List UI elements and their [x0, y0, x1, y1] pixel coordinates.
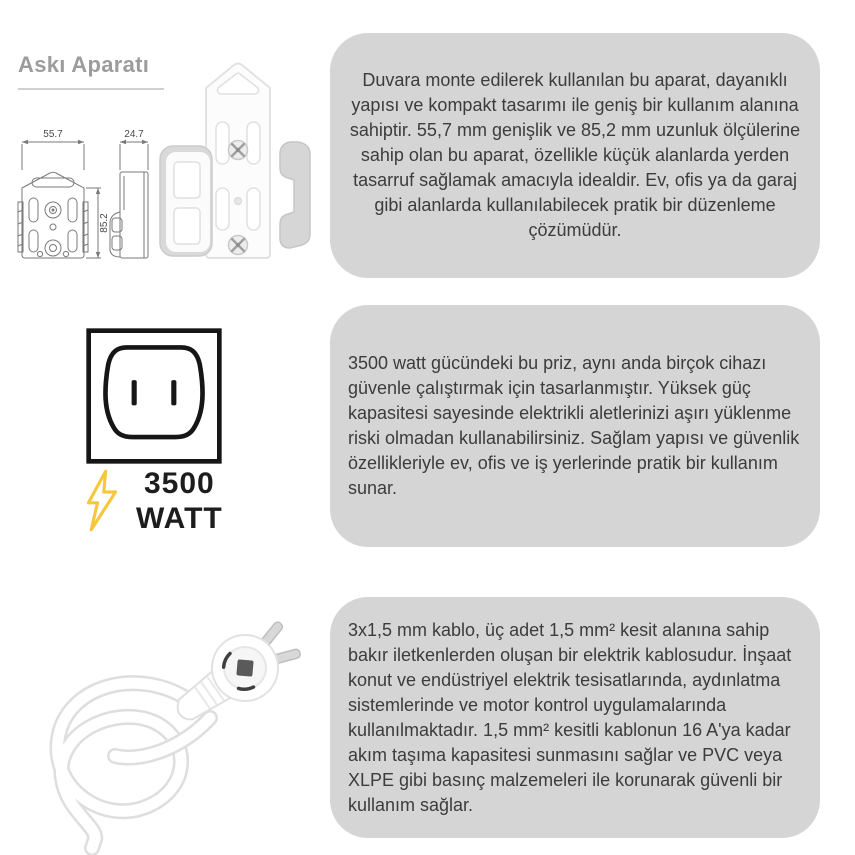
description-bubble-cable [330, 597, 820, 838]
title-underline [18, 88, 164, 90]
power-description-text: 3500 watt gücündeki bu priz, aynı anda birçok cihazı güvenle çalıştırmak için tasarlanmıştır. Yüksek güç kapasitesi sayesinde elektrikli aletlerinizi aşırı yüklenme riski olmadan kullanabilirsiniz. Sağlam yapısı ve güvenlik özellikleriyle ev, ofis ve iş yerlerinde pratik bir kullanım sunar. [348, 353, 800, 498]
plate-center-dot [235, 198, 242, 205]
dim-label-depth: 24.7 [124, 129, 144, 140]
description-bubble-power [330, 305, 820, 547]
power-value: 3500 [144, 467, 215, 500]
bracket-render-image [158, 56, 323, 271]
section-title-hanger: Askı Aparatı [18, 52, 150, 77]
power-unit: WATT [136, 502, 223, 535]
hanger-description-text: Duvara monte edilerek kullanılan bu aparat, dayanıklı yapısı ve kompakt tasarımı ile geniş bir kullanım alanına sahiptir. 55,7 mm genişlik ve 85,2 mm uzunluk ölçülerine sahip olan bu aparat, özellikle küçük alanlarda yerden tasarruf sağlamak amacıyla idealdir. Ev, ofis ya da garaj gibi alanlarda kullanılabilecek pratik bir düzenleme çözümüdür. [349, 70, 801, 240]
cable-description-text: 3x1,5 mm kablo, üç adet 1,5 mm² kesit alanına sahip bakır iletkenlerden oluşan bir elektrik kablosudur. İnşaat konut ve endüstriyel elektrik tesisatlarında, aydınlatma sistemlerinde ve motor kontrol uygulamalarında kullanılmaktadır. 1,5 mm² kesitli kablonun 16 A'ya kadar akım taşıma kapasitesi sunmasını sağlar ve PVC veya XLPE gibi basınç malzemeleri ile korunarak güvenli bir kullanım sağlar. [348, 619, 792, 815]
description-bubble-hanger [330, 33, 820, 278]
power-cable-image [20, 590, 320, 855]
technical-drawing [6, 126, 166, 278]
dim-label-height: 85.2 [99, 213, 110, 233]
dim-label-width: 55.7 [43, 129, 63, 140]
bracket-right-clip [280, 142, 310, 248]
outlet-icon [84, 326, 224, 466]
power-rating [84, 464, 254, 538]
bracket-left-clip [160, 146, 212, 256]
screw-bottom [229, 236, 248, 255]
lightning-bolt-icon [84, 467, 120, 535]
screw-top [229, 141, 248, 160]
plug-head [161, 609, 310, 741]
